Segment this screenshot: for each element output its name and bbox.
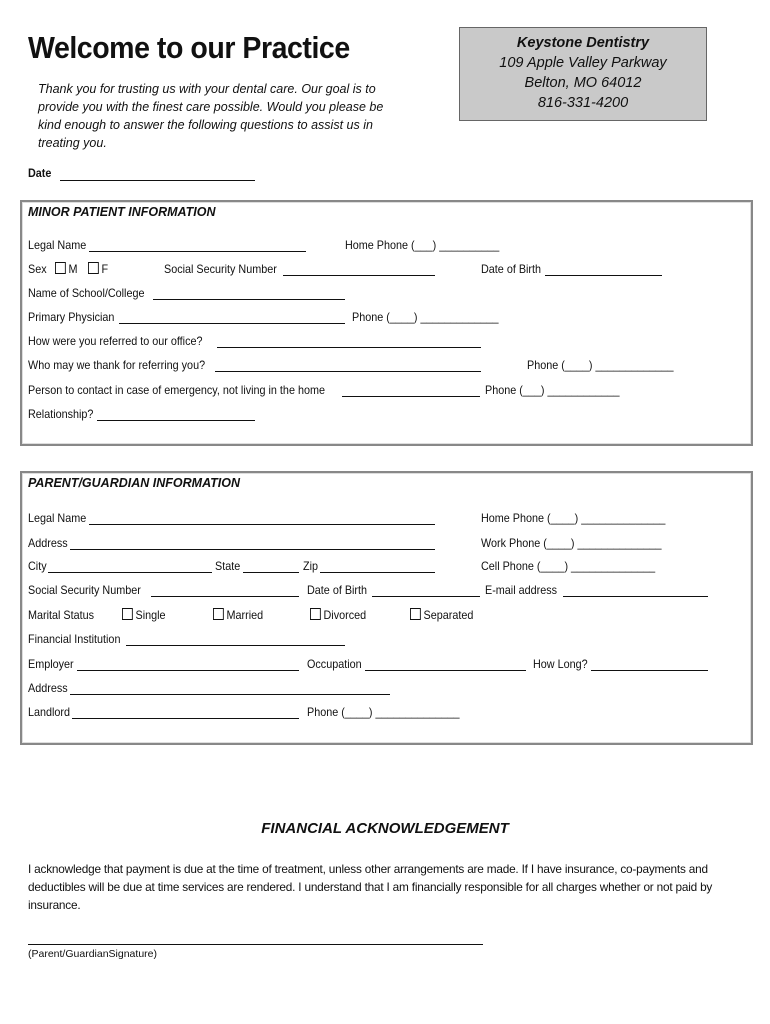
marital-single-option[interactable] — [122, 608, 166, 622]
zip-field[interactable] — [320, 572, 435, 573]
sex-m-option[interactable] — [55, 262, 78, 276]
checkbox-divorced[interactable] — [310, 608, 321, 620]
email-field[interactable] — [563, 596, 708, 597]
checkbox-m[interactable] — [55, 262, 66, 274]
marital-separated-option[interactable] — [410, 608, 473, 622]
employer-address-field[interactable] — [70, 694, 390, 695]
financial-institution-field[interactable] — [126, 645, 345, 646]
practice-street: 109 Apple Valley Parkway — [499, 55, 667, 71]
thank-field[interactable] — [215, 371, 481, 372]
sex-label: Sex — [28, 262, 47, 276]
checkbox-separated[interactable] — [410, 608, 421, 620]
referred-field[interactable] — [217, 347, 481, 348]
checkbox-f[interactable] — [88, 262, 99, 274]
city-label: City — [28, 559, 47, 573]
relationship-label: Relationship? — [28, 407, 94, 421]
emergency-phone[interactable]: Phone (___) ____________ — [485, 383, 620, 397]
school-field[interactable] — [153, 299, 345, 300]
marital-divorced-option[interactable] — [310, 608, 366, 622]
intro-text: Thank you for trusting us with your dental care. Our goal is to provide you with the finest care possible. Would you please be kind enough to answer the following questions to assist us in treating you. — [38, 82, 384, 150]
separated-label: Separated — [423, 608, 474, 622]
date-field[interactable] — [60, 180, 255, 181]
parent-legal-name-field[interactable] — [89, 524, 435, 525]
parent-legal-name-label: Legal Name — [28, 511, 87, 525]
single-label: Single — [135, 608, 166, 622]
minor-legal-name-label: Legal Name — [28, 238, 87, 252]
sex-f-label: F — [101, 262, 109, 276]
minor-section-heading: MINOR PATIENT INFORMATION — [28, 205, 216, 219]
sex-f-option[interactable] — [88, 262, 108, 276]
practice-name: Keystone Dentistry — [516, 35, 650, 51]
minor-dob-field[interactable] — [545, 275, 662, 276]
landlord-field[interactable] — [72, 718, 299, 719]
how-long-label: How Long? — [533, 657, 588, 671]
landlord-phone[interactable]: Phone (____) ______________ — [307, 705, 460, 719]
minor-home-phone[interactable]: Home Phone (___) __________ — [345, 238, 500, 252]
state-field[interactable] — [243, 572, 299, 573]
how-long-field[interactable] — [591, 670, 708, 671]
parent-home-phone[interactable]: Home Phone (____) ______________ — [481, 511, 666, 525]
zip-label: Zip — [303, 559, 319, 573]
parent-cell-phone[interactable]: Cell Phone (____) ______________ — [481, 559, 656, 573]
parent-section-heading: PARENT/GUARDIAN INFORMATION — [28, 476, 241, 490]
physician-label: Primary Physician — [28, 310, 115, 324]
occupation-field[interactable] — [365, 670, 526, 671]
employer-field[interactable] — [77, 670, 299, 671]
minor-ssn-label: Social Security Number — [164, 262, 277, 276]
signature-label: (Parent/GuardianSignature) — [28, 948, 157, 960]
parent-ssn-label: Social Security Number — [28, 583, 141, 597]
checkbox-single[interactable] — [122, 608, 133, 620]
financial-text: I acknowledge that payment is due at the time of treatment, unless other arrangements are made. If I have insurance, co-payments and deductibles will be due at time services are rendered. I understand that I am financially responsible for all charges whether or not paid by insurance. — [28, 862, 713, 912]
financial-title: FINANCIAL ACKNOWLEDGEMENT — [261, 820, 509, 837]
parent-dob-field[interactable] — [372, 596, 480, 597]
relationship-field[interactable] — [97, 420, 255, 421]
school-label: Name of School/College — [28, 286, 145, 300]
emergency-field[interactable] — [342, 396, 480, 397]
physician-field[interactable] — [119, 323, 345, 324]
marital-status-label: Marital Status — [28, 608, 95, 622]
minor-sex-label — [28, 262, 47, 276]
page-title: Welcome to our Practice — [28, 30, 350, 65]
parent-dob-label: Date of Birth — [307, 583, 368, 597]
occupation-label: Occupation — [307, 657, 362, 671]
minor-legal-name-field[interactable] — [89, 251, 306, 252]
parent-address-label: Address — [28, 536, 68, 550]
parent-ssn-field[interactable] — [151, 596, 299, 597]
email-label: E-mail address — [485, 583, 558, 597]
practice-city: Belton, MO 64012 — [524, 75, 642, 91]
divorced-label: Divorced — [323, 608, 367, 622]
referred-label: How were you referred to our office? — [28, 334, 203, 348]
practice-address-box — [459, 27, 707, 121]
physician-phone[interactable]: Phone (____) _____________ — [352, 310, 499, 324]
employer-label: Employer — [28, 657, 74, 671]
signature-field[interactable] — [28, 944, 483, 945]
sex-m-label: M — [68, 262, 78, 276]
minor-dob-label: Date of Birth — [481, 262, 542, 276]
thank-phone[interactable]: Phone (____) _____________ — [527, 358, 674, 372]
practice-phone: 816-331-4200 — [537, 95, 629, 111]
parent-work-phone[interactable]: Work Phone (____) ______________ — [481, 536, 662, 550]
city-field[interactable] — [48, 572, 212, 573]
thank-label: Who may we thank for referring you? — [28, 358, 206, 372]
marital-married-option[interactable] — [213, 608, 263, 622]
checkbox-married[interactable] — [213, 608, 224, 620]
financial-institution-label: Financial Institution — [28, 632, 121, 646]
state-label: State — [215, 559, 241, 573]
emergency-label: Person to contact in case of emergency, not living in the home — [28, 383, 325, 397]
married-label: Married — [226, 608, 264, 622]
minor-ssn-field[interactable] — [283, 275, 435, 276]
employer-address-label: Address — [28, 681, 68, 695]
parent-address-field[interactable] — [70, 549, 435, 550]
landlord-label: Landlord — [28, 705, 71, 719]
date-label: Date — [28, 166, 52, 180]
